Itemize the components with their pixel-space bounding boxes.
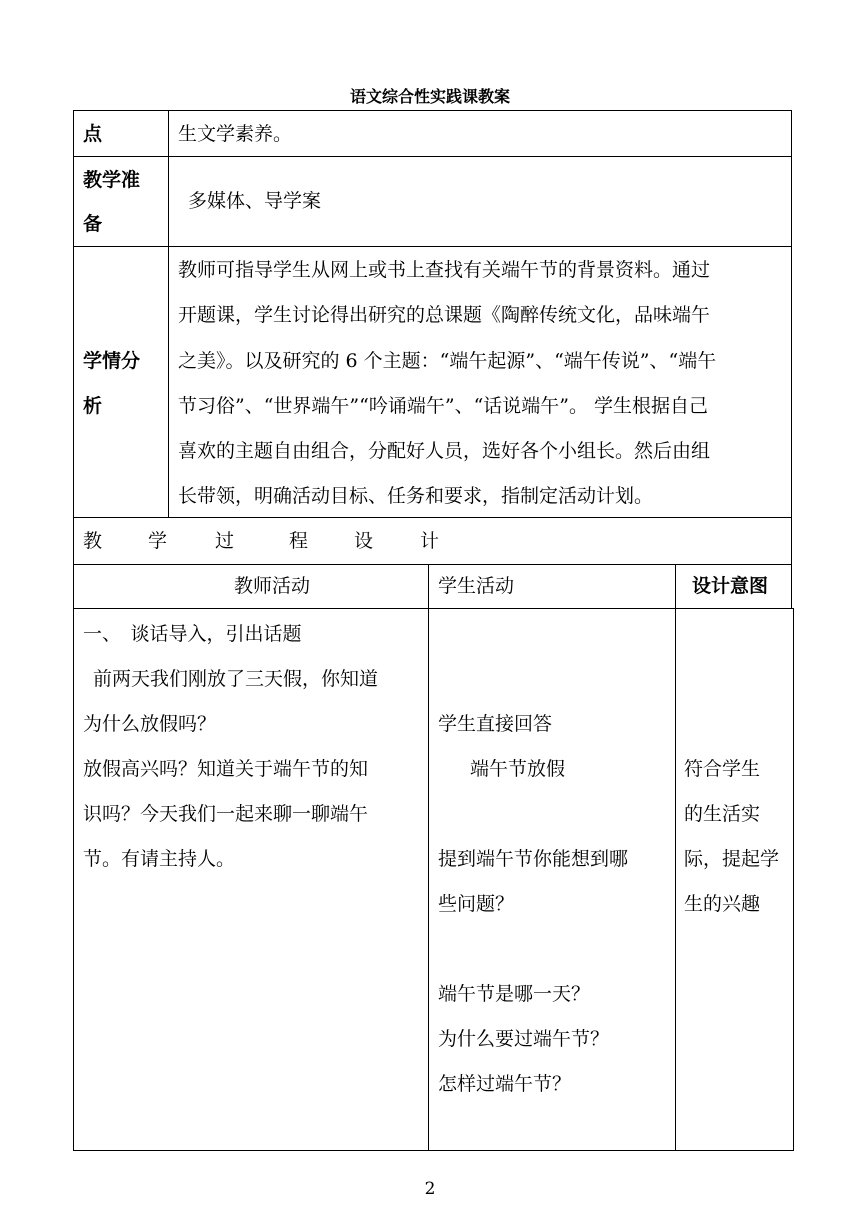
student-activity-line: 端午节是哪一天？ — [438, 983, 591, 1005]
student-intent-divider — [675, 564, 676, 1151]
row-divider-goal — [73, 156, 792, 157]
analysis-label-line2: 析 — [83, 395, 103, 417]
label-column-divider — [168, 110, 169, 517]
teacher-activity-header: 教师活动 — [234, 575, 311, 597]
analysis-line: 开题课，学生讨论得出研究的总课题《陶醉传统文化，品味端午 — [178, 304, 711, 326]
analysis-line: 喜欢的主题自由组合，分配好人员，选好各个小组长。然后由组 — [178, 440, 711, 462]
prep-content: 多媒体、导学案 — [188, 190, 322, 212]
process-header-char: 计 — [420, 530, 440, 552]
row-divider-process — [73, 564, 792, 565]
process-header-char: 程 — [289, 530, 309, 552]
student-activity-line: 怎样过端午节？ — [438, 1073, 572, 1095]
teacher-activity-line: 前两天我们刚放了三天假，你知道 — [93, 668, 379, 690]
student-activity-line: 为什么要过端午节？ — [438, 1028, 610, 1050]
teacher-activity-line: 一、 谈话导入，引出话题 — [83, 623, 302, 645]
teacher-activity-line: 放假高兴吗？知道关于端午节的知 — [83, 758, 369, 780]
design-intent-header: 设计意图 — [692, 575, 769, 597]
process-header-char: 设 — [354, 530, 374, 552]
table-right-border-lower — [793, 608, 794, 1151]
prep-label-line1: 教学准 — [83, 169, 141, 191]
design-intent-line: 的生活实 — [684, 803, 761, 825]
analysis-label-line1: 学情分 — [83, 350, 141, 372]
document-title: 语文综合性实践课教案 — [349, 87, 510, 106]
teacher-activity-line: 识吗？今天我们一起来聊一聊端午 — [83, 803, 369, 825]
design-intent-line: 符合学生 — [684, 758, 761, 780]
teacher-student-divider — [428, 564, 429, 1151]
row-divider-analysis — [73, 517, 792, 518]
teacher-activity-line: 节。有请主持人。 — [83, 848, 236, 870]
page-number: 2 — [424, 1179, 436, 1199]
student-activity-line: 端午节放假 — [470, 758, 566, 780]
student-activity-line: 学生直接回答 — [438, 713, 553, 735]
row-divider-prep — [73, 246, 792, 247]
goal-label: 点 — [83, 123, 103, 145]
table-bottom-border — [73, 1150, 794, 1151]
student-activity-line: 提到端午节你能想到哪 — [438, 848, 629, 870]
goal-content: 生文学素养。 — [178, 123, 293, 145]
process-header-char: 学 — [148, 530, 168, 552]
teacher-activity-line: 为什么放假吗？ — [83, 713, 217, 735]
design-intent-line: 生的兴趣 — [684, 893, 761, 915]
student-activity-line: 些问题？ — [438, 893, 515, 915]
analysis-line: 节习俗”、“世界端午”“吟诵端午”、“话说端午”。 学生根据自己 — [178, 395, 709, 417]
table-top-border — [73, 110, 792, 111]
table-left-border — [73, 110, 74, 1151]
table-right-border-upper — [791, 110, 792, 608]
analysis-line: 教师可指导学生从网上或书上查找有关端午节的背景资料。通过 — [178, 259, 711, 281]
prep-label-line2: 备 — [83, 213, 103, 235]
process-header-char: 教 — [83, 530, 103, 552]
student-activity-header: 学生活动 — [438, 575, 515, 597]
design-intent-line: 际，提起学 — [684, 848, 780, 870]
analysis-line: 之美》。以及研究的 6 个主题：“端午起源”、“端午传说”、“端午 — [178, 350, 717, 372]
row-divider-columns — [73, 608, 794, 609]
analysis-line: 长带领，明确活动目标、任务和要求，指制定活动计划。 — [178, 485, 654, 507]
process-header-char: 过 — [215, 530, 235, 552]
